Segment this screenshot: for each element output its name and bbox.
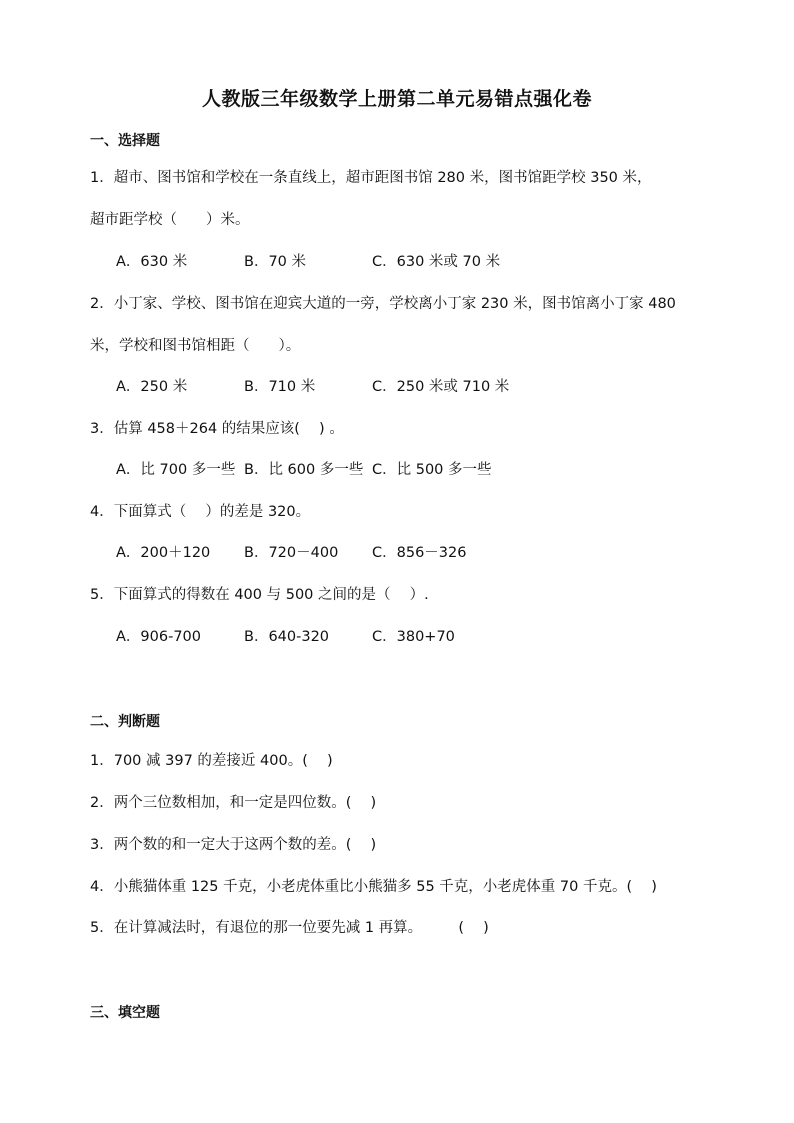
question-2-line-1: 2．小丁家、学校、图书馆在迎宾大道的一旁，学校离小丁家 230 米，图书馆离小丁家 480 — [90, 296, 676, 312]
question-2-option-b: B．710 米 — [244, 379, 316, 395]
section-heading-fill-in: 三、填空题 — [90, 1005, 160, 1021]
judgment-item-3: 3．两个数的和一定大于这两个数的差。( ) — [90, 837, 377, 853]
page-title: 人教版三年级数学上册第二单元易错点强化卷 — [201, 88, 592, 110]
question-5-option-b: B．640-320 — [244, 629, 330, 645]
question-2-line-2: 米，学校和图书馆相距（ ）。 — [90, 338, 301, 354]
question-1-line-2: 超市距学校（ ）米。 — [90, 212, 250, 228]
question-3-option-a: A．比 700 多一些 — [116, 462, 236, 478]
section-heading-choice: 一、选择题 — [90, 133, 160, 149]
question-3-option-c: C．比 500 多一些 — [372, 462, 492, 478]
question-2-option-c: C．250 米或 710 米 — [372, 379, 510, 395]
question-1-option-a: A．630 米 — [116, 254, 188, 270]
judgment-item-5: 5．在计算减法时，有退位的那一位要先减 1 再算。 ( ) — [90, 920, 489, 936]
question-5-option-c: C．380+70 — [372, 629, 455, 645]
question-1-line-1: 1．超市、图书馆和学校在一条直线上，超市距图书馆 280 米，图书馆距学校 350 米， — [90, 170, 652, 186]
question-4-option-b: B．720－400 — [244, 545, 339, 561]
question-4-option-a: A．200＋120 — [116, 545, 211, 561]
question-4-line-1: 4．下面算式（ ）的差是 320。 — [90, 504, 311, 520]
section-heading-true-false: 二、判断题 — [90, 714, 160, 730]
judgment-item-4: 4．小熊猫体重 125 千克，小老虎体重比小熊猫多 55 千克，小老虎体重 70 千克。( ) — [90, 879, 657, 895]
judgment-item-1: 1．700 减 397 的差接近 400。( ) — [90, 753, 333, 769]
judgment-item-2: 2．两个三位数相加，和一定是四位数。( ) — [90, 795, 377, 811]
question-1-option-b: B．70 米 — [244, 254, 307, 270]
question-5-line-1: 5．下面算式的得数在 400 与 500 之间的是（ ）. — [90, 587, 429, 603]
question-5-option-a: A．906-700 — [116, 629, 202, 645]
question-4-option-c: C．856－326 — [372, 545, 467, 561]
question-1-option-c: C．630 米或 70 米 — [372, 254, 501, 270]
question-2-option-a: A．250 米 — [116, 379, 188, 395]
question-3-line-1: 3．估算 458＋264 的结果应该( ) 。 — [90, 421, 344, 437]
question-3-option-b: B．比 600 多一些 — [244, 462, 364, 478]
